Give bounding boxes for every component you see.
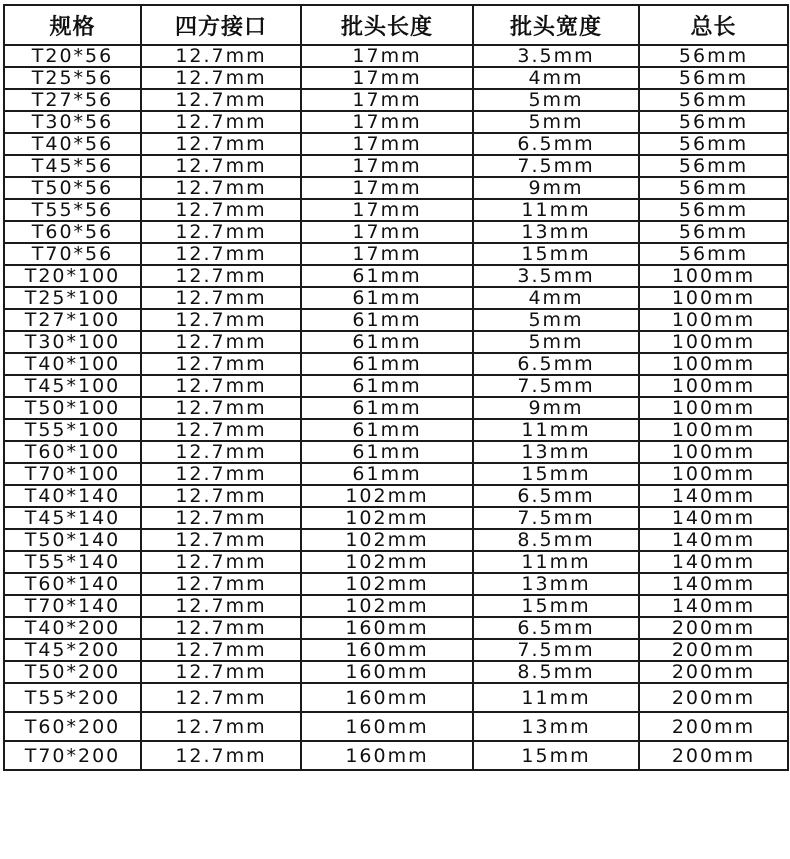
bit-width-cell: 6.5mm bbox=[473, 353, 639, 375]
square-drive-cell: 12.7mm bbox=[141, 441, 301, 463]
spec-cell: T40*56 bbox=[4, 133, 141, 155]
square-drive-cell: 12.7mm bbox=[141, 595, 301, 617]
table-row bbox=[4, 661, 788, 683]
total-length-cell: 100mm bbox=[639, 375, 788, 397]
spec-cell: T50*56 bbox=[4, 177, 141, 199]
total-length-cell: 140mm bbox=[639, 551, 788, 573]
total-length-cell: 100mm bbox=[639, 397, 788, 419]
table-row bbox=[4, 243, 788, 265]
square-drive-cell: 12.7mm bbox=[141, 712, 301, 741]
total-length-cell: 100mm bbox=[639, 287, 788, 309]
spec-cell: T40*140 bbox=[4, 485, 141, 507]
table-row bbox=[4, 199, 788, 221]
square-drive-cell: 12.7mm bbox=[141, 199, 301, 221]
total-length-cell: 56mm bbox=[639, 133, 788, 155]
square-drive-cell: 12.7mm bbox=[141, 419, 301, 441]
square-drive-cell: 12.7mm bbox=[141, 741, 301, 770]
total-length-cell: 200mm bbox=[639, 639, 788, 661]
total-length-cell: 56mm bbox=[639, 177, 788, 199]
table-row bbox=[4, 177, 788, 199]
table-row bbox=[4, 507, 788, 529]
total-length-cell: 100mm bbox=[639, 265, 788, 287]
bit-length-cell: 61mm bbox=[301, 419, 473, 441]
spec-cell: T25*56 bbox=[4, 67, 141, 89]
bit-width-cell: 6.5mm bbox=[473, 133, 639, 155]
spec-cell: T60*56 bbox=[4, 221, 141, 243]
spec-cell: T55*56 bbox=[4, 199, 141, 221]
square-drive-cell: 12.7mm bbox=[141, 375, 301, 397]
bit-width-cell: 9mm bbox=[473, 177, 639, 199]
header-cell-bit-width: 批头宽度 bbox=[473, 5, 639, 45]
bit-length-cell: 102mm bbox=[301, 595, 473, 617]
square-drive-cell: 12.7mm bbox=[141, 353, 301, 375]
table-row bbox=[4, 419, 788, 441]
bit-width-cell: 11mm bbox=[473, 199, 639, 221]
bit-width-cell: 11mm bbox=[473, 551, 639, 573]
table-row bbox=[4, 573, 788, 595]
table-row bbox=[4, 375, 788, 397]
header-row bbox=[4, 5, 788, 45]
total-length-cell: 100mm bbox=[639, 463, 788, 485]
spec-cell: T40*200 bbox=[4, 617, 141, 639]
spec-cell: T70*140 bbox=[4, 595, 141, 617]
total-length-cell: 56mm bbox=[639, 89, 788, 111]
spec-cell: T70*56 bbox=[4, 243, 141, 265]
bit-length-cell: 61mm bbox=[301, 331, 473, 353]
spec-cell: T55*200 bbox=[4, 683, 141, 712]
total-length-cell: 56mm bbox=[639, 199, 788, 221]
table-row bbox=[4, 265, 788, 287]
bit-width-cell: 5mm bbox=[473, 331, 639, 353]
bit-width-cell: 7.5mm bbox=[473, 507, 639, 529]
square-drive-cell: 12.7mm bbox=[141, 639, 301, 661]
bit-length-cell: 160mm bbox=[301, 639, 473, 661]
total-length-cell: 140mm bbox=[639, 595, 788, 617]
square-drive-cell: 12.7mm bbox=[141, 221, 301, 243]
header-cell-total-length: 总长 bbox=[639, 5, 788, 45]
table-row bbox=[4, 353, 788, 375]
square-drive-cell: 12.7mm bbox=[141, 111, 301, 133]
bit-length-cell: 17mm bbox=[301, 67, 473, 89]
table-row bbox=[4, 551, 788, 573]
square-drive-cell: 12.7mm bbox=[141, 133, 301, 155]
bit-width-cell: 15mm bbox=[473, 741, 639, 770]
total-length-cell: 100mm bbox=[639, 441, 788, 463]
table-body bbox=[4, 45, 788, 770]
table-row bbox=[4, 529, 788, 551]
table-row bbox=[4, 397, 788, 419]
bit-width-cell: 13mm bbox=[473, 221, 639, 243]
table-row bbox=[4, 639, 788, 661]
table-row bbox=[4, 309, 788, 331]
square-drive-cell: 12.7mm bbox=[141, 551, 301, 573]
square-drive-cell: 12.7mm bbox=[141, 89, 301, 111]
total-length-cell: 56mm bbox=[639, 221, 788, 243]
square-drive-cell: 12.7mm bbox=[141, 67, 301, 89]
total-length-cell: 140mm bbox=[639, 573, 788, 595]
square-drive-cell: 12.7mm bbox=[141, 45, 301, 67]
total-length-cell: 200mm bbox=[639, 712, 788, 741]
total-length-cell: 56mm bbox=[639, 243, 788, 265]
table-row bbox=[4, 89, 788, 111]
square-drive-cell: 12.7mm bbox=[141, 397, 301, 419]
bit-length-cell: 17mm bbox=[301, 199, 473, 221]
bit-width-cell: 5mm bbox=[473, 309, 639, 331]
bit-width-cell: 7.5mm bbox=[473, 639, 639, 661]
square-drive-cell: 12.7mm bbox=[141, 617, 301, 639]
bit-length-cell: 102mm bbox=[301, 573, 473, 595]
spec-cell: T45*200 bbox=[4, 639, 141, 661]
square-drive-cell: 12.7mm bbox=[141, 529, 301, 551]
bit-width-cell: 4mm bbox=[473, 287, 639, 309]
bit-length-cell: 160mm bbox=[301, 741, 473, 770]
bit-length-cell: 160mm bbox=[301, 712, 473, 741]
header-cell-square-drive: 四方接口 bbox=[141, 5, 301, 45]
square-drive-cell: 12.7mm bbox=[141, 177, 301, 199]
spec-cell: T50*140 bbox=[4, 529, 141, 551]
bit-length-cell: 61mm bbox=[301, 265, 473, 287]
bit-length-cell: 160mm bbox=[301, 683, 473, 712]
bit-length-cell: 61mm bbox=[301, 463, 473, 485]
table-row bbox=[4, 221, 788, 243]
square-drive-cell: 12.7mm bbox=[141, 265, 301, 287]
spec-cell: T27*100 bbox=[4, 309, 141, 331]
bit-width-cell: 9mm bbox=[473, 397, 639, 419]
square-drive-cell: 12.7mm bbox=[141, 573, 301, 595]
spec-cell: T30*56 bbox=[4, 111, 141, 133]
total-length-cell: 200mm bbox=[639, 617, 788, 639]
header-cell-bit-length: 批头长度 bbox=[301, 5, 473, 45]
square-drive-cell: 12.7mm bbox=[141, 463, 301, 485]
spec-cell: T25*100 bbox=[4, 287, 141, 309]
bit-width-cell: 4mm bbox=[473, 67, 639, 89]
table-row bbox=[4, 485, 788, 507]
bit-length-cell: 61mm bbox=[301, 309, 473, 331]
spec-cell: T45*140 bbox=[4, 507, 141, 529]
square-drive-cell: 12.7mm bbox=[141, 155, 301, 177]
bit-width-cell: 7.5mm bbox=[473, 375, 639, 397]
table-row bbox=[4, 595, 788, 617]
bit-width-cell: 5mm bbox=[473, 111, 639, 133]
bit-length-cell: 17mm bbox=[301, 111, 473, 133]
table-row bbox=[4, 111, 788, 133]
table-row bbox=[4, 712, 788, 741]
spec-cell: T70*100 bbox=[4, 463, 141, 485]
spec-cell: T45*100 bbox=[4, 375, 141, 397]
total-length-cell: 56mm bbox=[639, 155, 788, 177]
table-row bbox=[4, 441, 788, 463]
bit-width-cell: 3.5mm bbox=[473, 45, 639, 67]
table-row bbox=[4, 463, 788, 485]
total-length-cell: 200mm bbox=[639, 661, 788, 683]
bit-length-cell: 17mm bbox=[301, 221, 473, 243]
bit-width-cell: 5mm bbox=[473, 89, 639, 111]
bit-width-cell: 13mm bbox=[473, 712, 639, 741]
bit-width-cell: 15mm bbox=[473, 595, 639, 617]
table-row bbox=[4, 67, 788, 89]
total-length-cell: 56mm bbox=[639, 45, 788, 67]
bit-length-cell: 17mm bbox=[301, 133, 473, 155]
total-length-cell: 140mm bbox=[639, 485, 788, 507]
bit-width-cell: 15mm bbox=[473, 463, 639, 485]
bit-length-cell: 102mm bbox=[301, 529, 473, 551]
table-row bbox=[4, 287, 788, 309]
table-row bbox=[4, 683, 788, 712]
spec-cell: T70*200 bbox=[4, 741, 141, 770]
bit-width-cell: 8.5mm bbox=[473, 529, 639, 551]
spec-cell: T45*56 bbox=[4, 155, 141, 177]
spec-cell: T60*200 bbox=[4, 712, 141, 741]
square-drive-cell: 12.7mm bbox=[141, 485, 301, 507]
bit-length-cell: 61mm bbox=[301, 441, 473, 463]
bit-length-cell: 17mm bbox=[301, 243, 473, 265]
total-length-cell: 100mm bbox=[639, 419, 788, 441]
bit-length-cell: 17mm bbox=[301, 45, 473, 67]
bit-length-cell: 61mm bbox=[301, 397, 473, 419]
square-drive-cell: 12.7mm bbox=[141, 507, 301, 529]
spec-cell: T55*100 bbox=[4, 419, 141, 441]
bit-length-cell: 160mm bbox=[301, 661, 473, 683]
bit-length-cell: 160mm bbox=[301, 617, 473, 639]
bit-width-cell: 11mm bbox=[473, 419, 639, 441]
header-cell-spec: 规格 bbox=[4, 5, 141, 45]
spec-table bbox=[3, 4, 789, 771]
bit-length-cell: 17mm bbox=[301, 89, 473, 111]
total-length-cell: 140mm bbox=[639, 507, 788, 529]
total-length-cell: 56mm bbox=[639, 111, 788, 133]
bit-width-cell: 15mm bbox=[473, 243, 639, 265]
spec-cell: T50*100 bbox=[4, 397, 141, 419]
table-row bbox=[4, 133, 788, 155]
square-drive-cell: 12.7mm bbox=[141, 287, 301, 309]
total-length-cell: 100mm bbox=[639, 353, 788, 375]
bit-length-cell: 102mm bbox=[301, 551, 473, 573]
bit-length-cell: 17mm bbox=[301, 177, 473, 199]
spec-cell: T20*56 bbox=[4, 45, 141, 67]
table-row bbox=[4, 331, 788, 353]
spec-cell: T50*200 bbox=[4, 661, 141, 683]
spec-cell: T30*100 bbox=[4, 331, 141, 353]
total-length-cell: 200mm bbox=[639, 741, 788, 770]
bit-length-cell: 17mm bbox=[301, 155, 473, 177]
bit-width-cell: 3.5mm bbox=[473, 265, 639, 287]
bit-width-cell: 13mm bbox=[473, 441, 639, 463]
square-drive-cell: 12.7mm bbox=[141, 243, 301, 265]
spec-cell: T27*56 bbox=[4, 89, 141, 111]
bit-width-cell: 7.5mm bbox=[473, 155, 639, 177]
table-row bbox=[4, 155, 788, 177]
bit-width-cell: 8.5mm bbox=[473, 661, 639, 683]
bit-width-cell: 6.5mm bbox=[473, 617, 639, 639]
spec-cell: T60*100 bbox=[4, 441, 141, 463]
bit-length-cell: 61mm bbox=[301, 375, 473, 397]
spec-cell: T60*140 bbox=[4, 573, 141, 595]
square-drive-cell: 12.7mm bbox=[141, 309, 301, 331]
total-length-cell: 56mm bbox=[639, 67, 788, 89]
bit-width-cell: 11mm bbox=[473, 683, 639, 712]
bit-length-cell: 102mm bbox=[301, 485, 473, 507]
total-length-cell: 100mm bbox=[639, 331, 788, 353]
table-row bbox=[4, 617, 788, 639]
square-drive-cell: 12.7mm bbox=[141, 683, 301, 712]
bit-width-cell: 13mm bbox=[473, 573, 639, 595]
total-length-cell: 200mm bbox=[639, 683, 788, 712]
spec-cell: T55*140 bbox=[4, 551, 141, 573]
square-drive-cell: 12.7mm bbox=[141, 661, 301, 683]
spec-cell: T20*100 bbox=[4, 265, 141, 287]
bit-length-cell: 102mm bbox=[301, 507, 473, 529]
bit-width-cell: 6.5mm bbox=[473, 485, 639, 507]
bit-length-cell: 61mm bbox=[301, 353, 473, 375]
square-drive-cell: 12.7mm bbox=[141, 331, 301, 353]
total-length-cell: 100mm bbox=[639, 309, 788, 331]
spec-cell: T40*100 bbox=[4, 353, 141, 375]
table-row bbox=[4, 741, 788, 770]
total-length-cell: 140mm bbox=[639, 529, 788, 551]
bit-length-cell: 61mm bbox=[301, 287, 473, 309]
table-row bbox=[4, 45, 788, 67]
